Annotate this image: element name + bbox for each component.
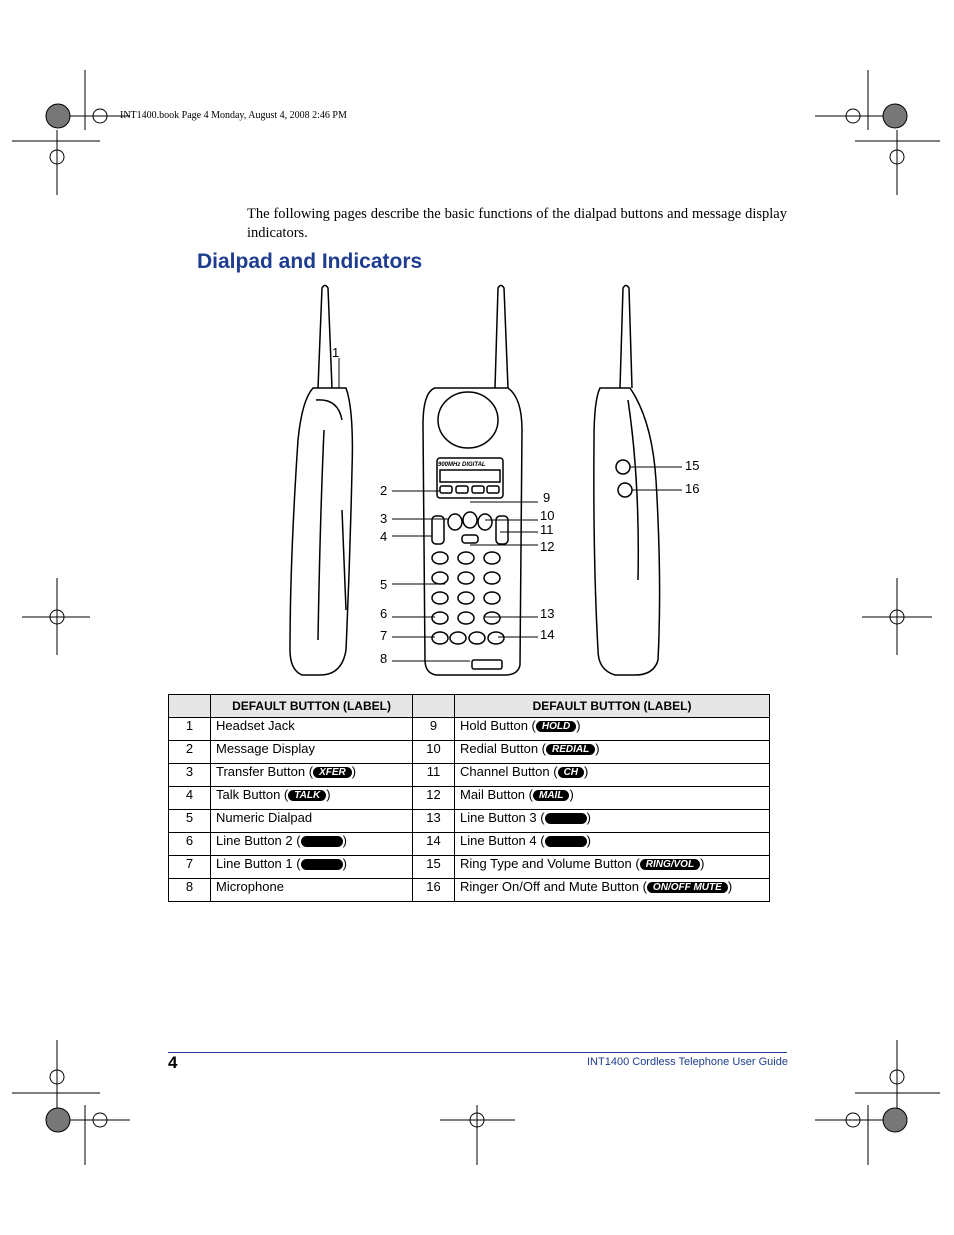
print-header-line: INT1400.book Page 4 Monday, August 4, 2008 2:46 PM bbox=[120, 110, 347, 121]
table-header-right: DEFAULT BUTTON (LABEL) bbox=[455, 695, 770, 718]
callout-10: 10 bbox=[540, 508, 555, 523]
phone-brand-text: 900MHz DIGITAL bbox=[438, 462, 486, 468]
table-row: 4 Talk Button ( TALK ) 12 Mail Button ( MAIL ) bbox=[169, 787, 770, 810]
callout-12: 12 bbox=[540, 539, 555, 554]
table-row: 8 Microphone 16 Ringer On/Off and Mute Button ( ON/OFF MUTE ) bbox=[169, 879, 770, 902]
table-row: 3 Transfer Button ( XFER ) 11 Channel Button ( CH ) bbox=[169, 764, 770, 787]
line-button-icon bbox=[301, 836, 343, 847]
table-row: 6 Line Button 2 ( ) 14 Line Button 4 ( ) bbox=[169, 833, 770, 856]
ring-vol-label: RING/VOL bbox=[640, 859, 700, 870]
button-table bbox=[168, 694, 770, 902]
callout-3: 3 bbox=[380, 511, 388, 526]
table-header-row bbox=[169, 695, 770, 718]
phone-diagram bbox=[280, 280, 700, 680]
left-side-view bbox=[290, 286, 352, 676]
callout-13: 13 bbox=[540, 606, 555, 621]
page-number: 4 bbox=[168, 1053, 178, 1072]
table-row: 2 Message Display 10 Redial Button ( REDIAL ) bbox=[169, 741, 770, 764]
line-button-icon bbox=[545, 813, 587, 824]
callout-15: 15 bbox=[685, 458, 700, 473]
callout-11: 11 bbox=[540, 522, 554, 537]
right-side-view bbox=[594, 286, 660, 676]
callout-7: 7 bbox=[380, 628, 388, 643]
line-button-icon bbox=[301, 859, 343, 870]
on-off-mute-label: ON/OFF MUTE bbox=[647, 882, 728, 893]
ch-label: CH bbox=[558, 767, 584, 778]
callout-14: 14 bbox=[540, 627, 555, 642]
table-row: 5 Numeric Dialpad 13 Line Button 3 ( ) bbox=[169, 810, 770, 833]
footer-rule bbox=[168, 1052, 787, 1053]
mail-label: MAIL bbox=[533, 790, 569, 801]
hold-label: HOLD bbox=[536, 721, 576, 732]
xfer-label: XFER bbox=[313, 767, 352, 778]
callout-4: 4 bbox=[380, 529, 388, 544]
talk-label: TALK bbox=[288, 790, 326, 801]
callout-9: 9 bbox=[543, 490, 551, 505]
table-header-left: DEFAULT BUTTON (LABEL) bbox=[211, 695, 413, 718]
redial-label: REDIAL bbox=[546, 744, 595, 755]
callout-2: 2 bbox=[380, 483, 388, 498]
callout-5: 5 bbox=[380, 577, 388, 592]
callout-8: 8 bbox=[380, 651, 388, 666]
callout-1: 1 bbox=[332, 345, 340, 360]
callout-16: 16 bbox=[685, 481, 700, 496]
table-row: 1 Headset Jack 9 Hold Button ( HOLD ) bbox=[169, 718, 770, 741]
line-button-icon bbox=[545, 836, 587, 847]
table-row: 7 Line Button 1 ( ) 15 Ring Type and Volume Button ( RING/VOL ) bbox=[169, 856, 770, 879]
intro-paragraph: The following pages describe the basic functions of the dialpad buttons and message display indicators. bbox=[247, 206, 787, 241]
callout-6: 6 bbox=[380, 606, 388, 621]
section-heading: Dialpad and Indicators bbox=[197, 250, 423, 273]
footer-title: INT1400 Cordless Telephone User Guide bbox=[587, 1056, 788, 1068]
